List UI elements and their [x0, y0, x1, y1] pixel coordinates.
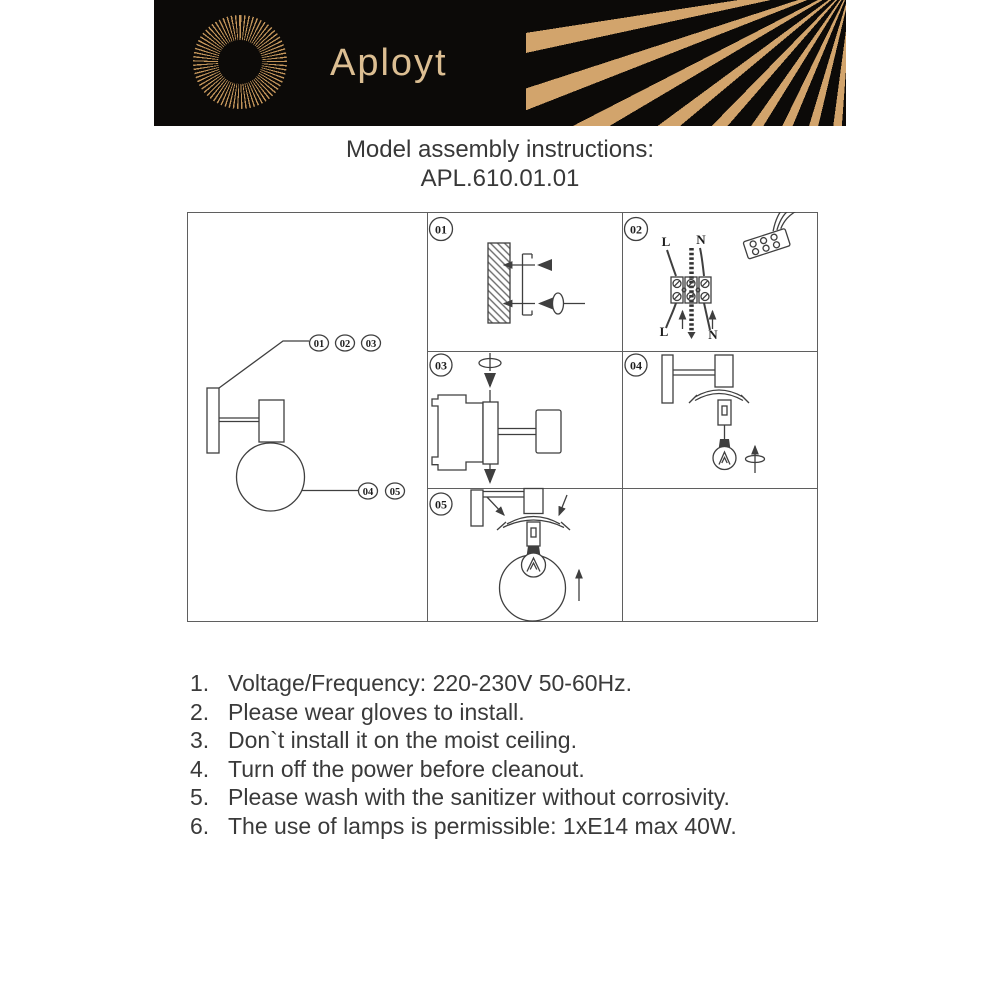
- wall-lamp-drawing: [207, 388, 305, 511]
- svg-text:01: 01: [313, 338, 325, 350]
- neutral-label-top: N: [696, 232, 706, 247]
- rotate-bulb-icon: [746, 446, 765, 473]
- corner-rays-decoration-icon: [526, 0, 846, 126]
- item-number: 5.: [190, 784, 210, 810]
- top-screw-assembly: [479, 353, 501, 402]
- lamp-holder: [715, 355, 733, 387]
- assembled-lamp-overview: [207, 335, 405, 511]
- item-text: Please wear gloves to install.: [228, 698, 525, 725]
- item-number: 6.: [190, 812, 210, 839]
- live-label-top: L: [661, 234, 671, 249]
- lamp-holder: [536, 410, 561, 453]
- back-plate: [483, 402, 498, 464]
- live-label-bottom: L: [659, 324, 669, 339]
- brand-logo-text: Aployt: [330, 41, 448, 84]
- wall-plate: [471, 490, 483, 526]
- step-04-panel: [625, 354, 765, 473]
- svg-text:02: 02: [630, 222, 642, 237]
- item-number: 4.: [190, 755, 210, 782]
- lamp-holder: [524, 489, 543, 514]
- svg-text:05: 05: [389, 486, 401, 498]
- terminal-connector-3d-icon: [737, 212, 806, 259]
- light-bulb-icon: [713, 439, 736, 470]
- ground-symbol-icon: [688, 332, 696, 339]
- item-text: Please wash with the sanitizer without corrosivity.: [228, 784, 730, 810]
- instruction-item: [190, 755, 850, 784]
- socket: [527, 522, 540, 546]
- glass-globe: [237, 443, 305, 511]
- wall-section-hatched: [488, 243, 510, 323]
- item-text: Don`t install it on the moist ceiling.: [228, 727, 577, 753]
- lamp-holder: [259, 400, 284, 442]
- model-number: APL.610.01.01: [420, 165, 580, 192]
- svg-text:05: 05: [435, 497, 447, 512]
- item-number: 1.: [190, 670, 210, 696]
- light-bulb-icon: [522, 546, 546, 577]
- svg-text:01: 01: [435, 222, 447, 237]
- step-05-panel: [430, 489, 579, 622]
- wall-plate: [207, 388, 219, 453]
- assembly-diagram: [187, 212, 818, 622]
- step-01-panel: [430, 218, 586, 324]
- screwdriver-rotation-icon: [553, 293, 586, 314]
- instruction-item: [190, 726, 850, 755]
- callouts-top: [310, 335, 381, 351]
- mounting-bracket: [523, 254, 533, 315]
- neutral-label-bottom: N: [708, 327, 718, 342]
- terminal-screws: [673, 280, 709, 301]
- item-text: Voltage/Frequency: 220-230V 50-60Hz.: [228, 670, 633, 696]
- socket: [718, 400, 731, 425]
- callouts-bottom: [359, 483, 405, 499]
- wires: [666, 248, 710, 330]
- svg-text:03: 03: [435, 358, 447, 373]
- instruction-item: [190, 783, 850, 812]
- item-text: The use of lamps is permissible: 1xE14 max 40W.: [228, 812, 737, 839]
- step-03-panel: [430, 353, 561, 482]
- wall-plate: [662, 355, 673, 403]
- item-text: Turn off the power before cleanout.: [228, 755, 585, 782]
- mounting-bracket: [432, 395, 483, 470]
- instruction-item: [190, 669, 850, 698]
- svg-text:03: 03: [365, 338, 377, 350]
- svg-text:02: 02: [339, 338, 351, 350]
- brand-banner: [154, 0, 846, 126]
- instruction-list: [190, 669, 850, 840]
- item-number: 2.: [190, 698, 210, 725]
- screws: [504, 265, 551, 304]
- page-title: Model assembly instructions:: [345, 136, 655, 163]
- item-number: 3.: [190, 727, 210, 753]
- svg-text:04: 04: [362, 486, 374, 498]
- svg-text:04: 04: [630, 358, 642, 373]
- instruction-item: [190, 698, 850, 727]
- step-02-panel: [625, 212, 806, 342]
- callout-leader-top: [219, 341, 309, 388]
- instruction-item: [190, 812, 850, 841]
- sunburst-logo-core: [218, 40, 262, 84]
